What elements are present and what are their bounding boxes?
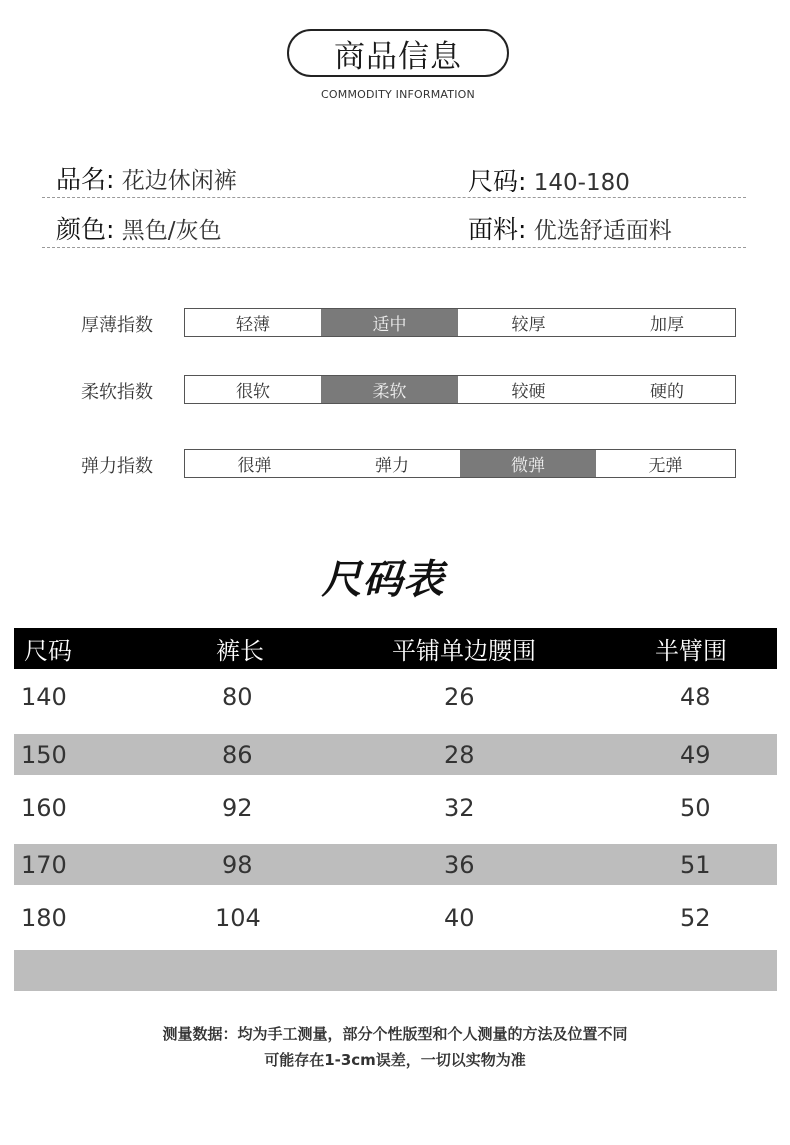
table-row bbox=[14, 676, 777, 717]
cell-leg: 49 bbox=[680, 740, 711, 769]
softness-option: 很软 bbox=[236, 382, 270, 402]
section-title-pill bbox=[287, 29, 509, 77]
cell-size: 140 bbox=[21, 682, 67, 711]
thickness-scale bbox=[184, 308, 736, 337]
elasticity-scale bbox=[184, 449, 736, 478]
table-row bbox=[14, 787, 777, 828]
info-size bbox=[468, 162, 630, 198]
thickness-option: 轻薄 bbox=[236, 315, 270, 335]
info-color-key: 颜色: bbox=[56, 215, 115, 244]
thickness-option-selected: 适中 bbox=[321, 309, 458, 336]
cell-waist: 36 bbox=[444, 850, 475, 879]
info-name bbox=[56, 160, 237, 196]
section-subtitle: COMMODITY INFORMATION bbox=[321, 88, 475, 101]
info-size-key: 尺码: bbox=[468, 167, 527, 196]
info-fabric-value: 优选舒适面料 bbox=[533, 218, 672, 244]
softness-option: 硬的 bbox=[650, 382, 684, 402]
cell-size: 160 bbox=[21, 793, 67, 822]
softness-option: 较硬 bbox=[511, 382, 546, 402]
cell-length: 80 bbox=[222, 682, 253, 711]
cell-size: 170 bbox=[21, 850, 67, 879]
size-table-title: 尺码表 bbox=[321, 557, 445, 603]
info-fabric-key: 面料: bbox=[468, 215, 527, 244]
cell-waist: 28 bbox=[444, 740, 475, 769]
section-title: 商品信息 bbox=[334, 38, 462, 75]
divider-1 bbox=[42, 197, 746, 198]
elasticity-option: 无弹 bbox=[648, 456, 683, 476]
table-row-empty bbox=[14, 950, 777, 991]
thickness-option: 加厚 bbox=[650, 315, 684, 335]
cell-leg: 50 bbox=[680, 793, 711, 822]
info-color-value: 黑色/灰色 bbox=[121, 218, 222, 244]
cell-size: 180 bbox=[21, 903, 67, 932]
cell-length: 86 bbox=[222, 740, 253, 769]
cell-waist: 32 bbox=[444, 793, 475, 822]
cell-leg: 48 bbox=[680, 682, 711, 711]
elasticity-option: 弹力 bbox=[375, 456, 409, 476]
header-waist: 平铺单边腰围 bbox=[392, 637, 536, 665]
elasticity-option: 很弹 bbox=[237, 456, 272, 476]
cell-waist: 40 bbox=[444, 903, 475, 932]
softness-option-selected: 柔软 bbox=[321, 376, 458, 403]
thickness-label: 厚薄指数 bbox=[81, 315, 153, 336]
thickness-option: 较厚 bbox=[511, 315, 546, 335]
measurement-note-line1: 测量数据：均为手工测量，部分个性版型和个人测量的方法及位置不同 bbox=[162, 1025, 628, 1043]
cell-leg: 51 bbox=[680, 850, 711, 879]
info-name-key: 品名: bbox=[56, 165, 115, 194]
info-fabric bbox=[468, 210, 672, 246]
cell-leg: 52 bbox=[680, 903, 711, 932]
info-name-value: 花边休闲裤 bbox=[121, 168, 237, 194]
softness-scale bbox=[184, 375, 736, 404]
softness-label: 柔软指数 bbox=[81, 382, 153, 403]
measurement-note-line2: 可能存在1-3cm误差，一切以实物为准 bbox=[264, 1051, 526, 1069]
cell-waist: 26 bbox=[444, 682, 475, 711]
elasticity-option-selected: 微弹 bbox=[460, 450, 596, 477]
size-table-header bbox=[14, 628, 777, 669]
cell-length: 104 bbox=[215, 903, 261, 932]
cell-size: 150 bbox=[21, 740, 67, 769]
table-row bbox=[14, 897, 777, 938]
divider-2 bbox=[42, 247, 746, 248]
table-row bbox=[14, 844, 777, 885]
cell-length: 98 bbox=[222, 850, 253, 879]
info-color bbox=[56, 210, 222, 246]
header-length: 裤长 bbox=[216, 637, 264, 665]
header-size: 尺码 bbox=[24, 637, 72, 665]
header-leg: 半臂围 bbox=[655, 637, 727, 665]
table-row bbox=[14, 734, 777, 775]
cell-length: 92 bbox=[222, 793, 253, 822]
elasticity-label: 弹力指数 bbox=[81, 456, 153, 477]
info-size-value: 140-180 bbox=[533, 170, 630, 196]
